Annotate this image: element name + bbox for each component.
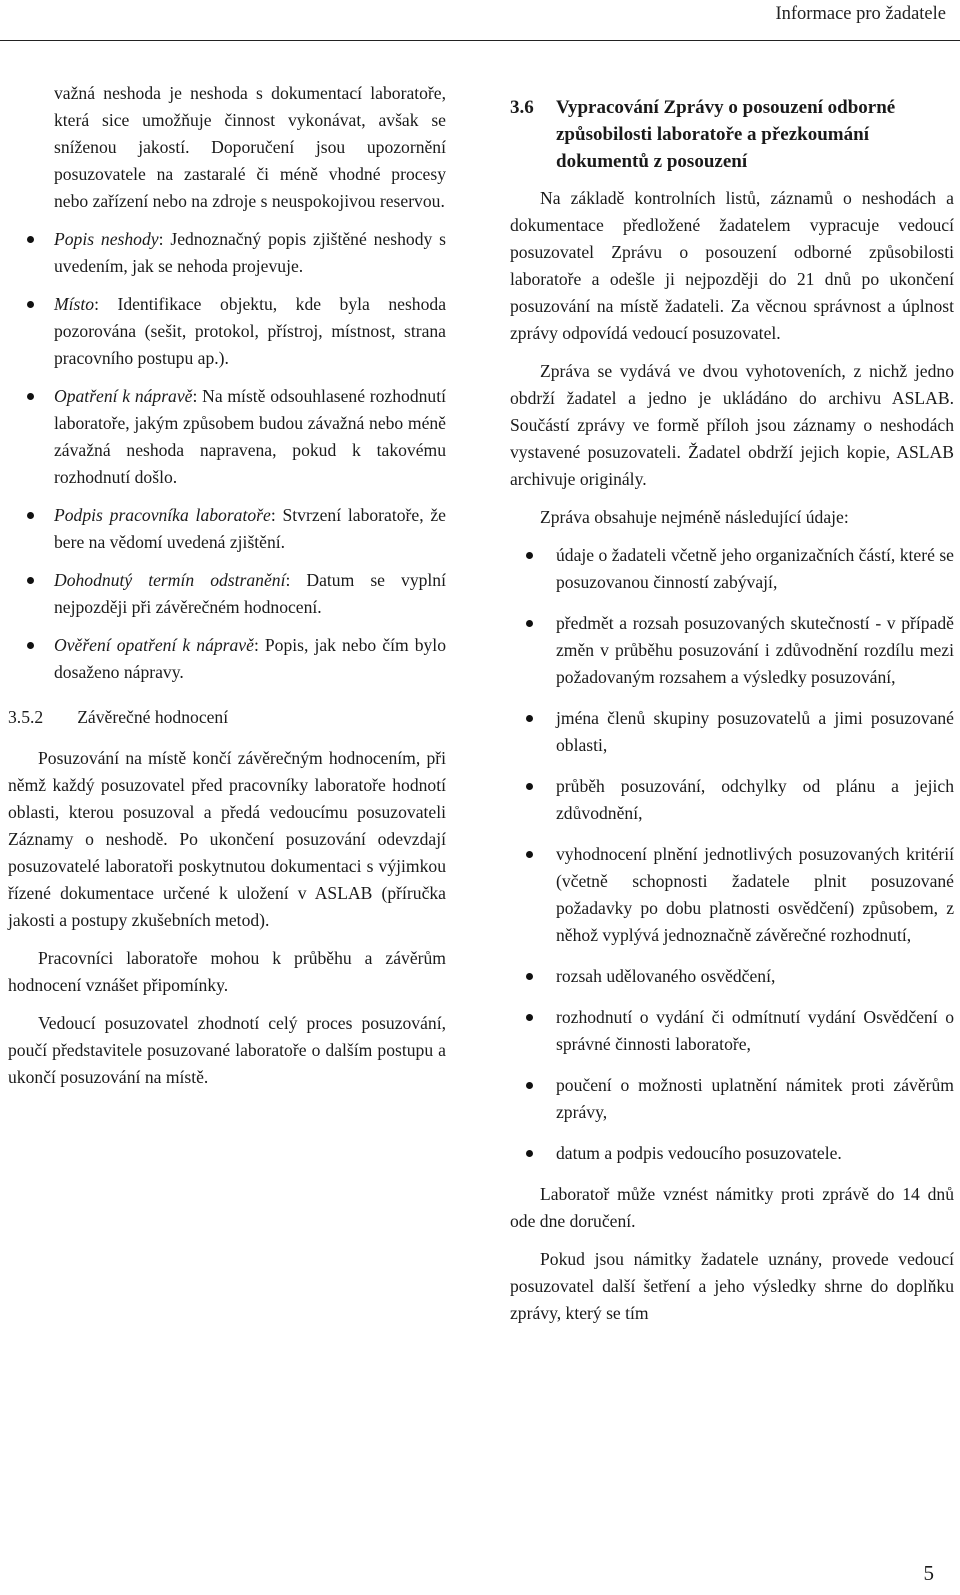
list-item-term: Opatření k nápravě: [54, 386, 193, 406]
paragraph: Pracovníci laboratoře mohou k průběhu a závěrům hodnocení vznášet připomínky.: [8, 948, 446, 995]
list-item-text: : Identifikace objektu, kde byla neshoda pozorována (sešit, protokol, přístroj, místnost, strana pracovního postupu ap.).: [54, 294, 446, 368]
list-item: předmět a rozsah posuzovaných skutečností - v případě změn v průběhu posuzování i zdůvodnění rozdílu mezi požadovaným rozsahem a výsledky posuzování,: [510, 610, 954, 691]
list-item-term: Ověření opatření k nápravě: [54, 635, 254, 655]
list-item: vyhodnocení plnění jednotlivých posuzovaných kritérií (včetně schopnosti žadatele plnit posuzované požadavky po dobu platnosti osvědčení) způsobem, z něhož vyplývá jednoznačně závěrečné rozhodnutí,: [510, 841, 954, 949]
running-header: Informace pro žadatele: [775, 4, 946, 24]
list-item-term: Dohodnutý termín odstranění: [54, 570, 286, 590]
list-item-text: : Stvrzení laboratoře, že bere na vědomí uvedená zjištění.: [54, 505, 446, 552]
list-item-text: : Popis, jak nebo čím bylo dosaženo nápravy.: [54, 635, 446, 682]
list-item-text: : Na místě odsouhlasené rozhodnutí laboratoře, jakým způsobem budou závažná nebo méně závažná neshoda napravena, pokud k takovému rozhodnutí došlo.: [54, 386, 446, 487]
list-item: [8, 567, 446, 621]
paragraph: Posuzování na místě končí závěrečným hodnocením, při němž každý posuzovatel před pracovníky laboratoře hodnotí oblasti, kterou posuzoval a předá vedoucímu posuzovateli Záznamy o neshodě. Po ukončení posuzování odevzdají posuzovatelé laboratoři poskytnutou dokumentaci s výjimkou řízené dokumentace určené k uložení v ASLAB (příručka jakosti a postupy zkušebních metod).: [8, 748, 446, 930]
paragraph: Zpráva obsahuje nejméně následující údaje:: [540, 507, 849, 527]
list-item: [8, 291, 446, 372]
section-heading-352: [8, 704, 446, 731]
neshoda-fields-list: [8, 226, 446, 686]
page-number: 5: [923, 1561, 934, 1585]
list-item: jména členů skupiny posuzovatelů a jimi posuzované oblasti,: [510, 705, 954, 759]
list-item: [8, 383, 446, 491]
section-heading-36: [510, 94, 954, 175]
list-item: průběh posuzování, odchylky od plánu a jejich zdůvodnění,: [510, 773, 954, 827]
list-item-text: : Jednoznačný popis zjištěné neshody s uvedením, jak se nehoda projevuje.: [54, 229, 446, 276]
paragraph: Zpráva se vydává ve dvou vyhotoveních, z nichž jedno obdrží žadatel a jedno je ukládáno do archivu ASLAB. Součástí zprávy ve formě příloh jsou záznamy o neshodách vystavené posuzovateli. Žadatel obdrží jejich kopie, ASLAB archivuje originály.: [510, 361, 954, 489]
list-item: [8, 632, 446, 686]
section-number: 3.5.2: [8, 707, 44, 727]
list-item: [8, 226, 446, 280]
list-item: rozhodnutí o vydání či odmítnutí vydání Osvědčení o správné činnosti laboratoře,: [510, 1004, 954, 1058]
left-column: [8, 80, 446, 1102]
paragraph: Laboratoř může vznést námitky proti zprávě do 14 dnů ode dne doručení.: [510, 1184, 954, 1231]
section-title: Vypracování Zprávy o posouzení odborné způsobilosti laboratoře a přezkoumání dokumentů z posouzení: [556, 97, 896, 172]
list-item-term: Popis neshody: [54, 229, 159, 249]
right-column: [510, 80, 954, 1338]
paragraph: Pokud jsou námitky žadatele uznány, provede vedoucí posuzovatel další šetření a jeho výsledky shrne do doplňku zprávy, který se tím: [510, 1249, 954, 1323]
list-item: datum a podpis vedoucího posuzovatele.: [510, 1140, 954, 1167]
list-item-text: : Datum se vyplní nejpozději při závěrečném hodnocení.: [54, 570, 446, 617]
list-item: [8, 502, 446, 556]
section-number: 3.6: [510, 97, 534, 118]
intro-paragraph: važná neshoda je neshoda s dokumentací laboratoře, která sice umožňuje činnost vykonávat, avšak se sníženou jakostí. Doporučení jsou upozornění posuzovatele na zastaralé či méně vhodné procesy nebo zařízení nebo na zdroje s neuspokojivou reservou.: [54, 83, 446, 211]
paragraph: Vedoucí posuzovatel zhodnotí celý proces posuzování, poučí představitele posuzované laboratoře o dalším postupu a ukončí posuzování na místě.: [8, 1013, 446, 1087]
list-item: údaje o žadateli včetně jeho organizačních částí, které se posuzovanou činností zabývají,: [510, 542, 954, 596]
list-item-term: Podpis pracovníka laboratoře: [54, 505, 271, 525]
list-item: poučení o možnosti uplatnění námitek proti závěrům zprávy,: [510, 1072, 954, 1126]
section-title: Závěrečné hodnocení: [77, 707, 229, 727]
list-item: rozsah udělovaného osvědčení,: [510, 963, 954, 990]
paragraph: Na základě kontrolních listů, záznamů o neshodách a dokumentace předložené žadatelem vypracuje vedoucí posuzovatel Zprávu o posouzení odborné způsobilosti laboratoře a odešle ji nejpozději do 21 dnů po ukončení posuzování na místě žadateli. Za věcnou správnost a úplnost zprávy odpovídá vedoucí posuzovatel.: [510, 188, 954, 343]
list-item-term: Místo: [54, 294, 95, 314]
header-rule: [0, 40, 960, 41]
report-contents-list: [510, 542, 954, 1167]
